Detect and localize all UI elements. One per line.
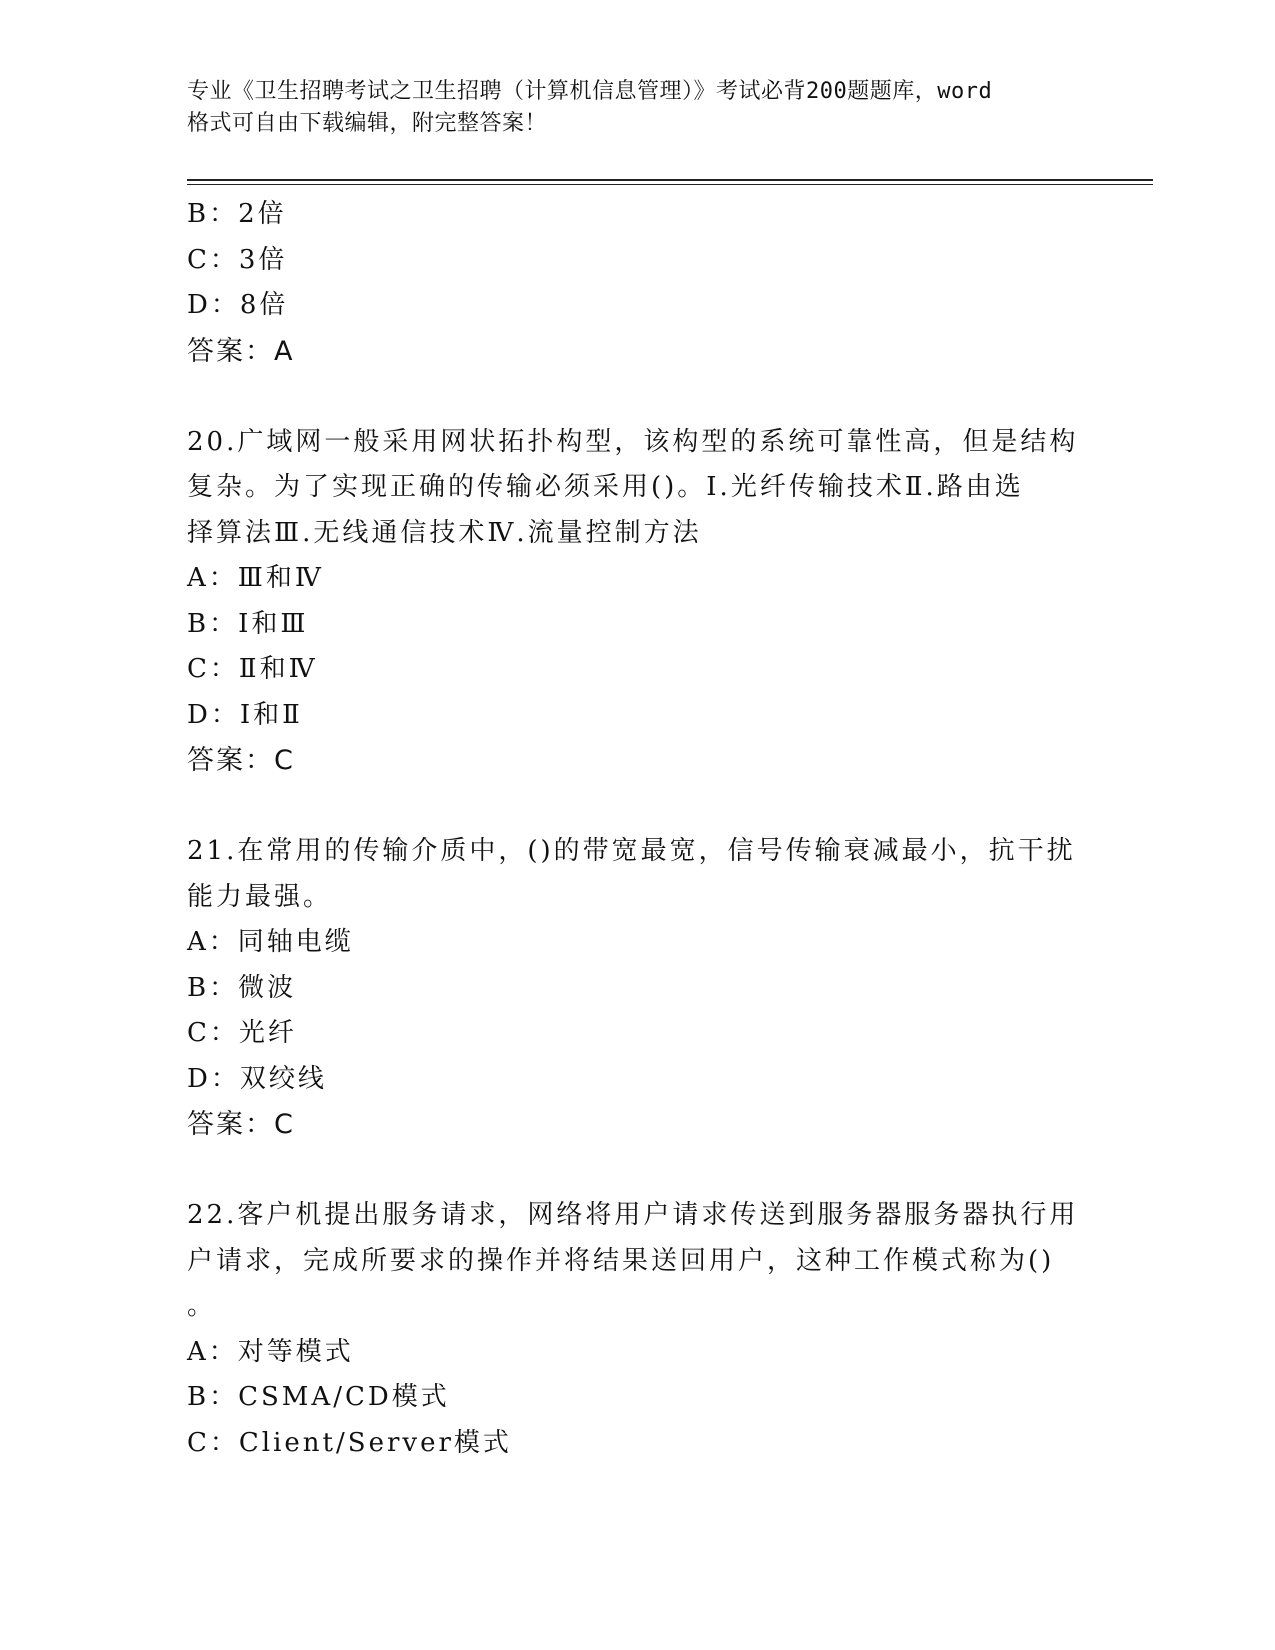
q22-option-c: C：Client/Server模式 bbox=[187, 1427, 512, 1458]
question-list bbox=[187, 192, 1087, 1466]
q20-stem-line-3: 择算法Ⅲ.无线通信技术Ⅳ.流量控制方法 bbox=[187, 517, 702, 548]
q22-stem-line-3: 。 bbox=[187, 1291, 217, 1321]
q20-stem-line-1: 20.广域网一般采用网状拓扑构型，该构型的系统可靠性高，但是结构 bbox=[187, 426, 1079, 457]
q22-option-b: B：CSMA/CD模式 bbox=[187, 1382, 450, 1412]
header-line-2: 格式可自由下载编辑，附完整答案！ bbox=[187, 111, 548, 136]
q21-option-b: B：微波 bbox=[187, 972, 297, 1003]
question-21 bbox=[187, 829, 1087, 1148]
spacer bbox=[187, 374, 1087, 420]
q19-answer: 答案：A bbox=[187, 335, 295, 367]
question-19 bbox=[187, 192, 1087, 374]
q20-option-d: D：Ⅰ和Ⅱ bbox=[187, 699, 303, 730]
q19-option-b: B：2倍 bbox=[187, 199, 287, 229]
q19-option-d: D：8倍 bbox=[187, 290, 289, 320]
q21-option-d: D：双绞线 bbox=[187, 1063, 327, 1094]
q22-stem-line-2: 户请求，完成所要求的操作并将结果送回用户，这种工作模式称为() bbox=[187, 1245, 1055, 1276]
q20-option-c: C：Ⅱ和Ⅳ bbox=[187, 654, 318, 684]
q22-stem-line-1: 22.客户机提出服务请求，网络将用户请求传送到服务器服务器执行用 bbox=[187, 1200, 1079, 1230]
q20-answer: 答案：C bbox=[187, 745, 295, 776]
document-header bbox=[187, 76, 1087, 140]
header-divider-thick bbox=[187, 179, 1153, 181]
q21-option-a: A：同轴电缆 bbox=[187, 927, 354, 957]
q22-option-a: A：对等模式 bbox=[187, 1336, 354, 1367]
q21-stem-line-1: 21.在常用的传输介质中，()的带宽最宽，信号传输衰减最小，抗干扰 bbox=[187, 836, 1076, 866]
spacer bbox=[187, 784, 1087, 830]
q20-stem-line-2: 复杂。为了实现正确的传输必须采用()。Ⅰ.光纤传输技术Ⅱ.路由选 bbox=[187, 472, 1024, 502]
q20-option-a: A：Ⅲ和Ⅳ bbox=[187, 563, 324, 593]
q21-stem-line-2: 能力最强。 bbox=[187, 881, 333, 912]
header-divider-thin bbox=[187, 184, 1153, 185]
q21-option-c: C：光纤 bbox=[187, 1018, 297, 1048]
header-line-1: 专业《卫生招聘考试之卫生招聘（计算机信息管理）》考试必背200题题库，word bbox=[187, 79, 993, 104]
q21-answer: 答案：C bbox=[187, 1109, 295, 1140]
spacer bbox=[187, 1148, 1087, 1194]
question-20 bbox=[187, 420, 1087, 784]
q20-option-b: B：Ⅰ和Ⅲ bbox=[187, 608, 309, 639]
question-22 bbox=[187, 1193, 1087, 1466]
q19-option-c: C：3倍 bbox=[187, 244, 288, 275]
